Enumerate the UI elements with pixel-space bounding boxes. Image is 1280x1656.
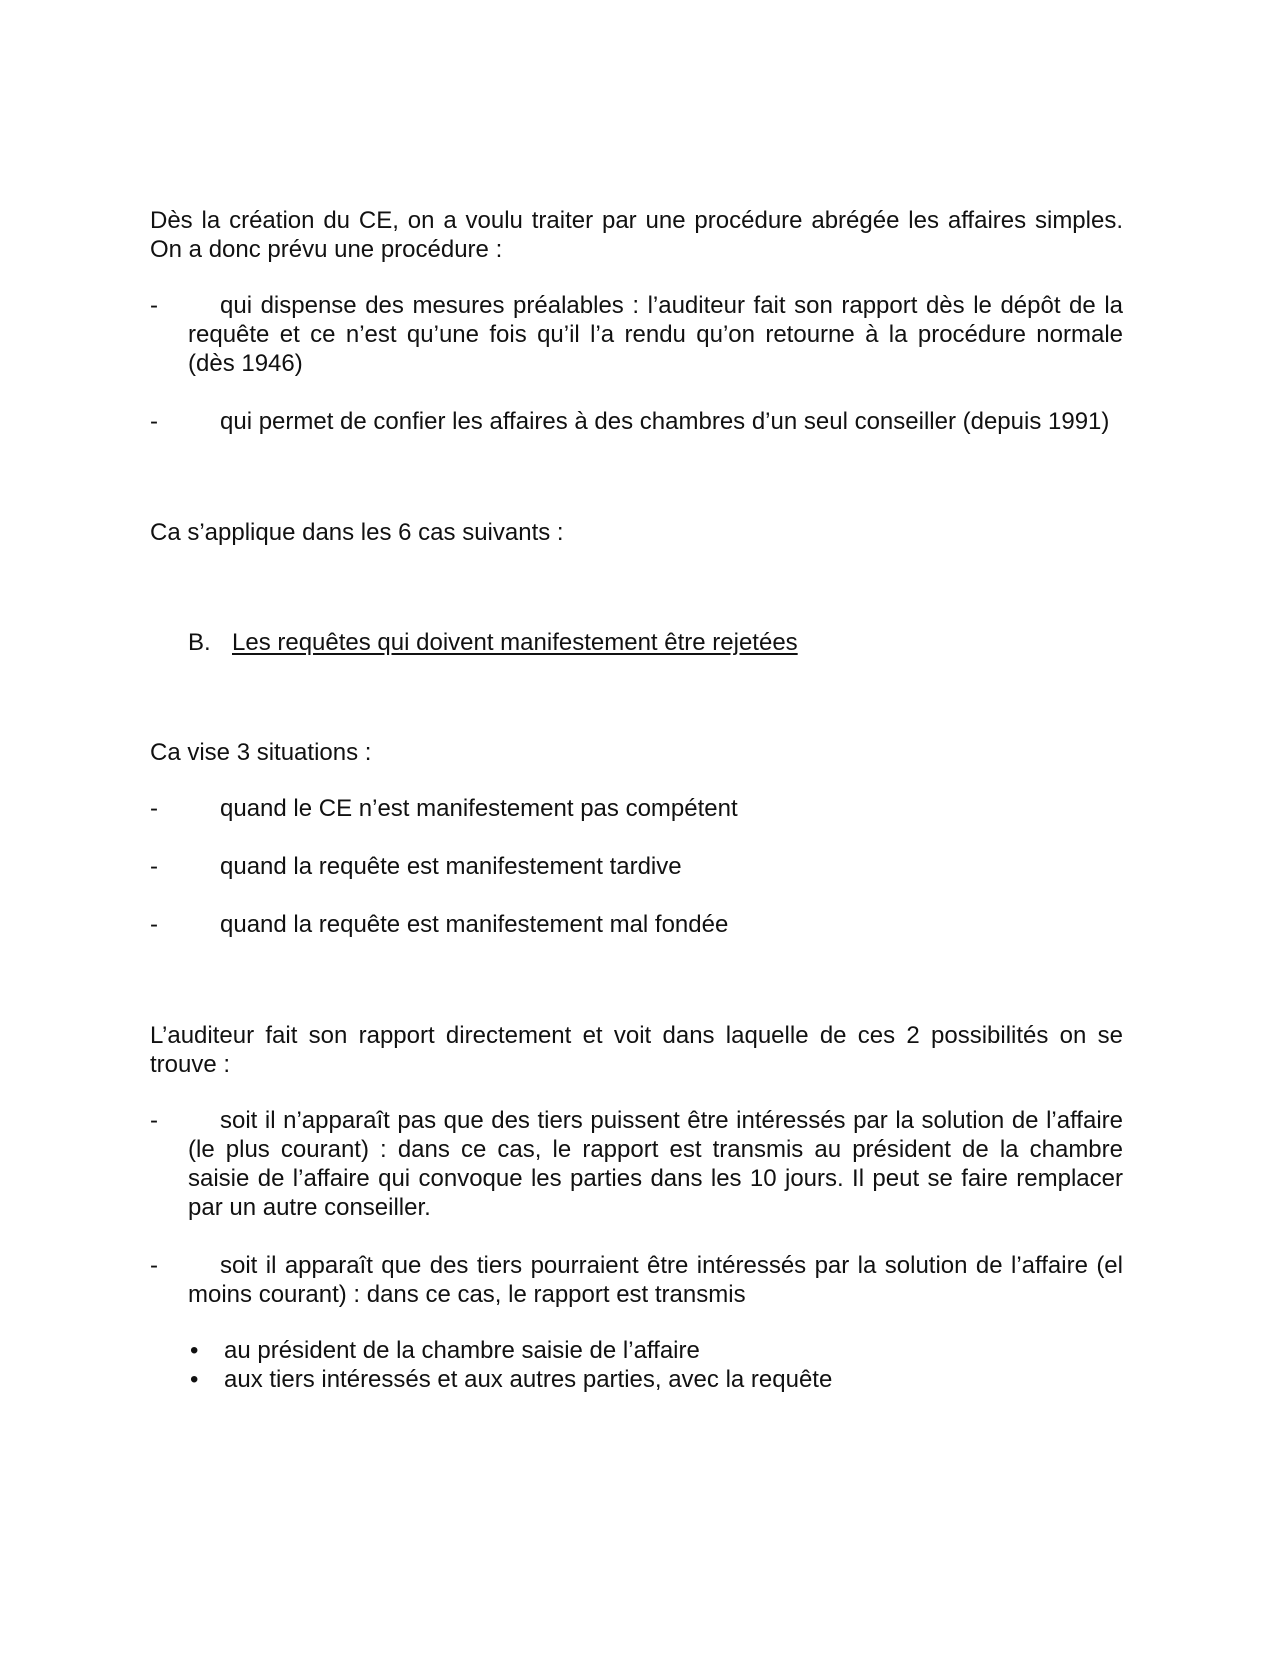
procedure-item [150,291,1123,378]
section-heading [150,628,1123,657]
possibility-item-text: soit il n’apparaît pas que des tiers puissent être intéressés par la solution de l’affaire (le plus courant) : dans ce cas, le rapport est transmis au président de la chambre saisie de l’affaire qui convoque les parties dans les 10 jours. Il peut se faire remplacer par un autre conseiller. [188,1107,1123,1221]
situation-item [150,852,1123,881]
situation-item-text: quand le CE n’est manifestement pas compétent [220,795,738,822]
procedure-item-text: qui dispense des mesures préalables : l’auditeur fait son rapport dès le dépôt de la requête et ce n’est qu’une fois qu’il l’a rendu qu’on retourne à la procédure normale (dès 1946) [188,292,1123,377]
intro-paragraph: Dès la création du CE, on a voulu traiter par une procédure abrégée les affaires simples. On a donc prévu une procédure : [150,207,1123,263]
situations-intro: Ca vise 3 situations : [150,739,372,766]
cases-intro: Ca s’applique dans les 6 cas suivants : [150,519,564,546]
bullet-marker: • [190,1366,199,1393]
dash-marker: - [150,292,158,319]
dash-marker: - [150,1107,158,1134]
dash-marker: - [150,853,158,880]
procedure-item-text: qui permet de confier les affaires à des chambres d’un seul conseiller (depuis 1991) [220,408,1110,435]
recipient-item [150,1365,1123,1394]
situation-item [150,794,1123,823]
dash-marker: - [150,911,158,938]
situation-item [150,910,1123,939]
situation-item-text: quand la requête est manifestement tardive [220,853,682,880]
section-letter: B. [188,629,211,656]
recipient-item-text: au président de la chambre saisie de l’affaire [224,1337,700,1364]
situation-item-text: quand la requête est manifestement mal fondée [220,911,729,938]
dash-marker: - [150,1252,158,1279]
dash-marker: - [150,408,158,435]
section-title: Les requêtes qui doivent manifestement être rejetées [232,629,798,656]
possibility-item-text: soit il apparaît que des tiers pourraient être intéressés par la solution de l’affaire (el moins courant) : dans ce cas, le rapport est transmis [188,1252,1123,1308]
auditor-paragraph: L’auditeur fait son rapport directement et voit dans laquelle de ces 2 possibilités on se trouve : [150,1022,1123,1078]
possibility-item [150,1106,1123,1222]
recipient-item-text: aux tiers intéressés et aux autres parties, avec la requête [224,1366,833,1393]
document-page [150,206,1123,1394]
recipient-item [150,1336,1123,1365]
possibility-item [150,1251,1123,1309]
dash-marker: - [150,795,158,822]
bullet-marker: • [190,1337,199,1364]
procedure-item [150,407,1123,436]
